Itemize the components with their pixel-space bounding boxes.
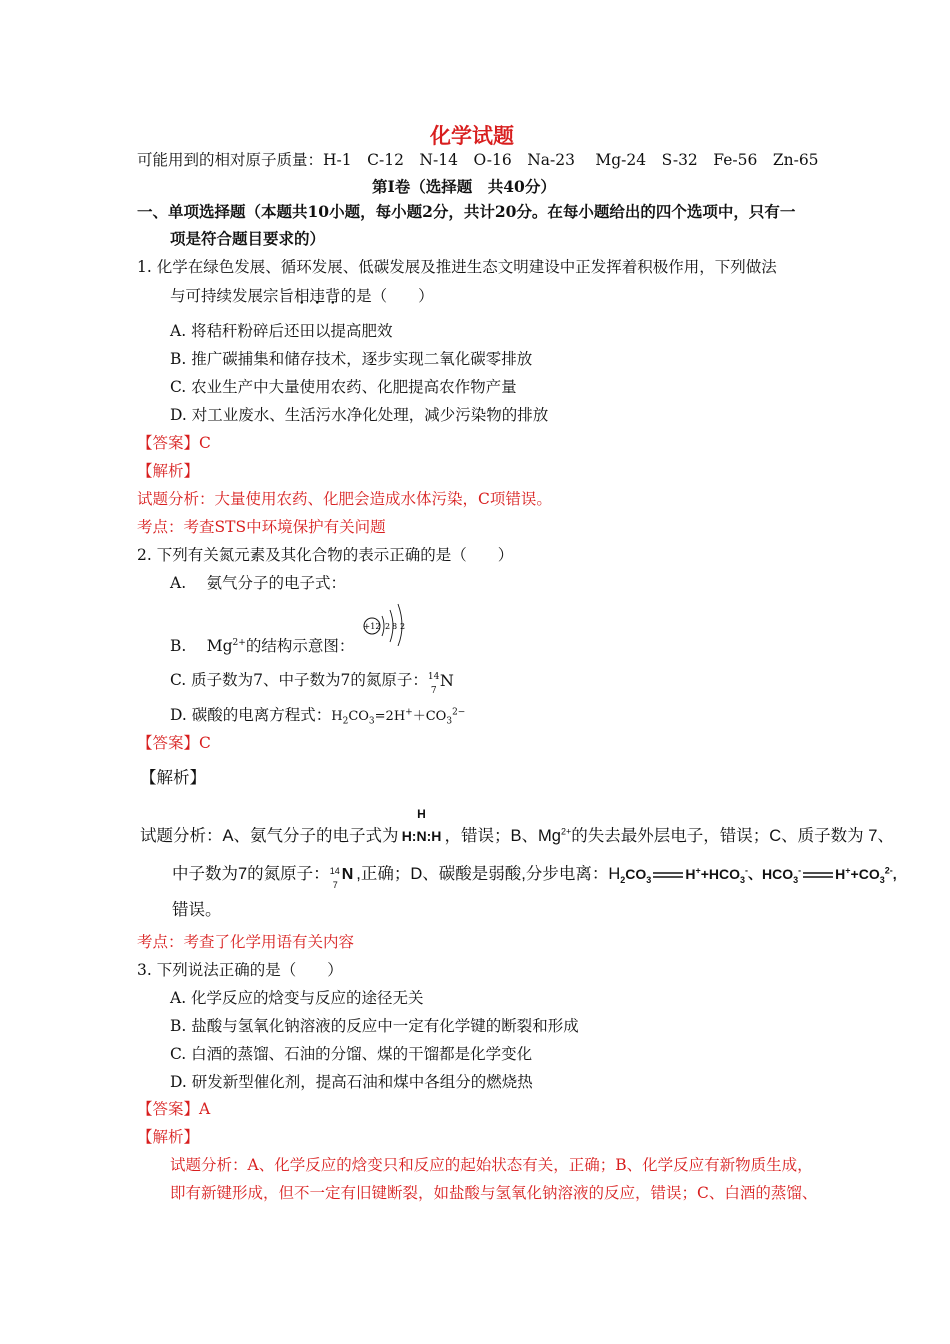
q2-analysis-label: 【解析】 [140,768,206,787]
q1-option-b: B. 推广碳捕集和储存技术，逐步实现二氧化碳零排放 [170,350,533,368]
section-heading-line2: 项是符合题目要求的） [170,229,326,248]
q3-option-d: D. 研发新型催化剂，提高石油和煤中各组分的燃烧热 [170,1073,533,1091]
q1-stem-line2: 与可持续发展宗旨相违背的是（ ） [170,287,434,305]
q3-option-b: B. 盐酸与氢氧化钠溶液的反应中一定有化学键的断裂和形成 [170,1017,579,1035]
q2-analysis-line2: 中子数为7的氮原子： 14 7 N ,正确；D、碳酸是弱酸,分步电离：$H_2CO_3$ $H^++HCO_3^-$、$HCO_3^-$ $H^++CO_3^{2-}$, [172,865,897,890]
reversible-arrow-icon [803,870,833,880]
reversible-arrow-icon [653,870,683,880]
atomic-masses: 可能用到的相对原子质量：H-1 C-12 N-14 O-16 Na-23 Mg-24 S-32 Fe-56 Zn-65 [137,151,819,169]
q1-option-d: D. 对工业废水、生活污水净化处理，减少污染物的排放 [170,406,549,424]
volume-heading: 第Ⅰ卷（选择题 共40分） [372,177,556,196]
q3-stem: 3. 下列说法正确的是（ ） [137,961,343,979]
q2-analysis-line3: 错误。 [172,901,222,919]
mg-shell1: 2 [385,622,391,631]
q1-point: 考点：考查STS中环境保护有关问题 [137,518,386,536]
mg-ion-structure-diagram [360,598,412,646]
mg-shell2: 8 [392,622,398,631]
q3-option-a: A. 化学反应的焓变与反应的途径无关 [170,989,424,1007]
q1-option-a: A. 将秸秆粉碎后还田以提高肥效 [170,322,393,340]
q1-analysis: 试题分析：大量使用农药、化肥会造成水体污染，C项错误。 [137,490,552,508]
q1-stem-line1: 1. 化学在绿色发展、循环发展、低碳发展及推进生态文明建设中正发挥着积极作用，下列做法 [137,258,777,276]
q3-analysis-label: 【解析】 [137,1128,200,1146]
q1-analysis-label: 【解析】 [137,462,200,480]
q2-option-a: A. 氨气分子的电子式： [170,574,347,592]
q2-point: 考点：考查了化学用语有关内容 [137,933,355,951]
mg-nucleus-label: +12 [363,622,381,631]
q1-answer: 【答案】C [137,434,211,452]
q1-option-c: C. 农业生产中大量使用农药、化肥提高农作物产量 [170,378,517,396]
nitrogen-isotope-symbol: 14 7 N [427,671,454,696]
q3-option-c: C. 白酒的蒸馏、石油的分馏、煤的干馏都是化学变化 [170,1045,533,1063]
q2-option-b: B. $Mg^{2+}$的结构示意图： [170,637,355,655]
q3-analysis-line1: 试题分析：A、化学反应的焓变只和反应的起始状态有关，正确；B、化学反应有新物质生成， [170,1156,813,1174]
section-heading-line1: 一、单项选择题（本题共10小题，每小题2分，共计20分。在每小题给出的四个选项中，只有一 [137,202,796,221]
q2-stem: 2. 下列有关氮元素及其化合物的表示正确的是（ ） [137,546,514,564]
q2-answer: 【答案】C [137,734,211,752]
mg-shell3: 2 [400,622,406,631]
q2-option-c: C. 质子数为7、中子数为7的氮原子： 14 7 N [170,671,454,696]
page-title: 化学试题 [430,123,514,148]
nh3-electron-formula: H H:N:H [401,807,442,844]
q3-answer: 【答案】A [137,1100,211,1118]
q2-option-d: D. 碳酸的电离方程式：$H_2CO_3=2H^++CO_3^{2-}$ [170,706,466,727]
q2-analysis-line1: 试题分析：A、氨气分子的电子式为 H H:N:H ，错误；B、$Mg^{2+}$的失去最外层电子，错误；C、质子数为 7、 [140,807,894,845]
q3-analysis-line2: 即有新键形成，但不一定有旧键断裂，如盐酸与氢氧化钠溶液的反应，错误；C、白酒的蒸馏、 [170,1184,818,1202]
